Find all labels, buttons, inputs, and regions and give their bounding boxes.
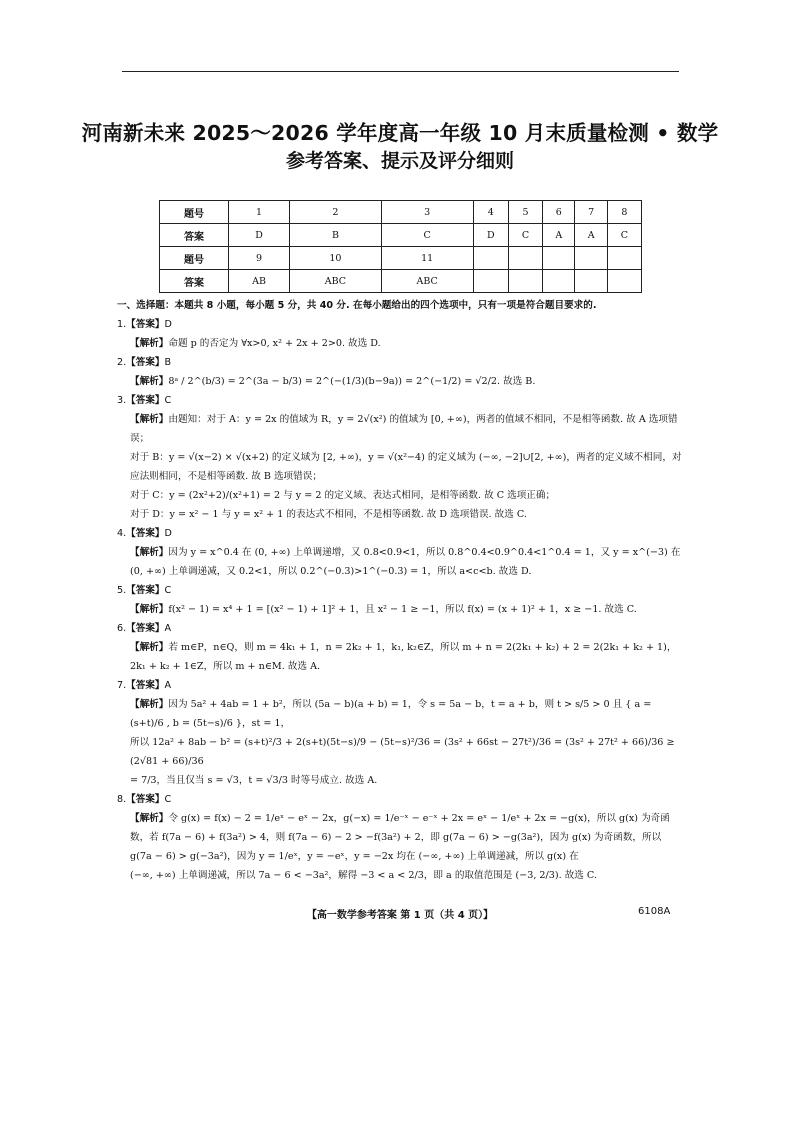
question-answer-line: [117, 581, 685, 600]
question-number: 6.: [117, 623, 127, 634]
analysis-tag: 【解析】: [130, 813, 169, 824]
analysis-tag: 【解析】: [130, 547, 169, 558]
question-answer: C: [164, 395, 172, 406]
top-rule: [122, 71, 679, 72]
analysis-paragraph: [117, 638, 685, 676]
answer-tag: 【答案】: [126, 319, 165, 330]
analysis-paragraph: [117, 809, 685, 866]
question-answer-line: [117, 391, 685, 410]
question-answer: D: [164, 528, 172, 539]
analysis-text: (−∞, +∞) 上单调递减，所以 7a − 6 < −3a²，解得 −3 < a < 2/3，即 a 的取值范围是 (−3, 2/3). 故选 C.: [130, 870, 597, 881]
question-answer: B: [164, 357, 172, 368]
answer-table-cell: 11: [381, 247, 473, 270]
answer-table-row: [160, 224, 642, 247]
answer-tag: 【答案】: [126, 680, 165, 691]
question-answer: D: [164, 319, 172, 330]
question-answer: A: [164, 680, 172, 691]
answer-table-cell: D: [229, 224, 290, 247]
answer-table-cell: 6: [543, 201, 575, 224]
analysis-text: 对于 D：y = x² − 1 与 y = x² + 1 的表达式不相同，不是相等函数. 故 D 选项错误. 故选 C.: [130, 509, 527, 520]
analysis-paragraph: [117, 410, 685, 448]
analysis-text: 因为 5a² + 4ab = 1 + b²，所以 (5a − b)(a + b) = 1，令 s = 5a − b，t = a + b，则 t > s/5 > 0 且 { a = (s+t)/6 , b = (5t−s)/6 }，st = 1，: [130, 699, 652, 729]
question-answer: C: [164, 794, 172, 805]
answer-table-cell: ABC: [290, 270, 382, 293]
question-answer-line: [117, 676, 685, 695]
answer-table-cell: [575, 270, 607, 293]
analysis-tag: 【解析】: [130, 604, 169, 615]
answer-table-cell: 8: [607, 201, 641, 224]
analysis-paragraph: [117, 334, 685, 353]
question-answer: A: [164, 623, 172, 634]
answer-tag: 【答案】: [126, 395, 165, 406]
answer-table-head: 答案: [160, 224, 229, 247]
analysis-paragraph: [117, 372, 685, 391]
analysis-text: 对于 B：y = √(x−2) × √(x+2) 的定义域为 [2, +∞)，y = √(x²−4) 的定义域为 (−∞, −2]∪[2, +∞)，两者的定义域不相同，对应法则相同，不是相等函数. 故 B 选项错误；: [130, 452, 682, 482]
answer-table-row: [160, 247, 642, 270]
answer-table-cell: 7: [575, 201, 607, 224]
answer-table-cell: AB: [229, 270, 290, 293]
analysis-text: 对于 C：y = (2x²+2)/(x²+1) = 2 与 y = 2 的定义域、表达式相同，是相等函数. 故 C 选项正确；: [130, 490, 556, 501]
answer-table: [159, 200, 642, 293]
analysis-text: 因为 y = x^0.4 在 (0, +∞) 上单调递增，又 0.8<0.9<1，所以 0.8^0.4<0.9^0.4<1^0.4 = 1，又 y = x^(−3) 在 (0, +∞) 上单调递减，又 0.2<1，所以 0.2^(−0.3)>1^(−0.3) = 1，所以 a<c<b. 故选 D.: [130, 547, 681, 577]
analysis-text: 由题知：对于 A：y = 2x 的值域为 R，y = 2√(x²) 的值域为 [0, +∞)，两者的值域不相同，不是相等函数. 故 A 选项错误；: [130, 414, 678, 444]
answer-table-cell: [607, 247, 641, 270]
question-answer-line: [117, 353, 685, 372]
answer-table-cell: B: [290, 224, 382, 247]
analysis-paragraph: [117, 771, 685, 790]
question-number: 4.: [117, 528, 127, 539]
answer-table-cell: 3: [381, 201, 473, 224]
analysis-text: 命题 p 的否定为 ∀x>0, x² + 2x + 2>0. 故选 D.: [168, 338, 381, 349]
question-number: 7.: [117, 680, 127, 691]
answer-table-cell: [509, 270, 543, 293]
answer-table-cell: A: [543, 224, 575, 247]
answer-table-cell: [543, 270, 575, 293]
answer-table-cell: 5: [509, 201, 543, 224]
footer-code: 6108A: [638, 906, 671, 917]
answer-table-head: 题号: [160, 247, 229, 270]
answer-table-head: 答案: [160, 270, 229, 293]
answer-table-cell: [607, 270, 641, 293]
answer-table-cell: D: [473, 224, 508, 247]
analysis-tag: 【解析】: [130, 376, 169, 387]
answer-table-cell: 2: [290, 201, 382, 224]
analysis-paragraph: [117, 733, 685, 771]
analysis-tag: 【解析】: [130, 414, 169, 425]
solutions-body: [117, 296, 685, 885]
answer-table-cell: [473, 247, 508, 270]
analysis-tag: 【解析】: [130, 699, 169, 710]
analysis-paragraph: [117, 866, 685, 885]
analysis-text: 8ᵃ / 2^(b/3) = 2^(3a − b/3) = 2^(−(1/3)(b−9a)) = 2^(−1/2) = √2/2. 故选 B.: [168, 376, 536, 387]
answer-table-row: [160, 270, 642, 293]
question-answer-line: [117, 619, 685, 638]
answer-table-cell: C: [381, 224, 473, 247]
section-heading-choice: 一、选择题：本题共 8 小题，每小题 5 分，共 40 分. 在每小题给出的四个选项中，只有一项是符合题目要求的.: [117, 300, 597, 311]
analysis-text: 令 g(x) = f(x) − 2 = 1/eˣ − eˣ − 2x，g(−x) = 1/e⁻ˣ − e⁻ˣ + 2x = eˣ − 1/eˣ + 2x = −g(x)，所以 g(x) 为奇函数，若 f(7a − 6) + f(3a²) > 4，则 f(7a − 6) − 2 > −f(3a²) + 2，即 g(7a − 6) > −g(3a²)，因为 g(x) 为奇函数，所以 g(7a − 6) > g(−3a²)，因为 y = 1/eˣ，y = −eˣ，y = −2x 均在 (−∞, +∞) 上单调递减，所以 g(x) 在: [130, 813, 670, 862]
page-subtitle: 参考答案、提示及评分细则: [285, 150, 514, 172]
answer-table-cell: [473, 270, 508, 293]
question-answer: C: [164, 585, 172, 596]
question-number: 5.: [117, 585, 127, 596]
analysis-paragraph: [117, 600, 685, 619]
answer-table-head: 题号: [160, 201, 229, 224]
answer-tag: 【答案】: [126, 585, 165, 596]
question-answer-line: [117, 315, 685, 334]
answer-table-cell: 1: [229, 201, 290, 224]
answer-tag: 【答案】: [126, 357, 165, 368]
analysis-text: 若 m∈P，n∈Q，则 m = 4k₁ + 1，n = 2k₂ + 1，k₁, k₂∈Z，所以 m + n = 2(2k₁ + k₂) + 2 = 2(2k₁ + k₂ + 1)，2k₁ + k₂ + 1∈Z，所以 m + n∈M. 故选 A.: [130, 642, 677, 672]
analysis-paragraph: [117, 543, 685, 581]
question-number: 2.: [117, 357, 127, 368]
answer-table-cell: C: [607, 224, 641, 247]
answer-table-cell: 10: [290, 247, 382, 270]
question-answer-line: [117, 790, 685, 809]
question-number: 8.: [117, 794, 127, 805]
question-number: 3.: [117, 395, 127, 406]
analysis-tag: 【解析】: [130, 642, 169, 653]
answer-table-cell: [509, 247, 543, 270]
answer-table-cell: [575, 247, 607, 270]
page-title: 河南新未来 2025～2026 学年度高一年级 10 月末质量检测 • 数学: [81, 121, 719, 145]
answer-table-cell: ABC: [381, 270, 473, 293]
answer-table-cell: [543, 247, 575, 270]
answer-table-row: [160, 201, 642, 224]
answer-table-cell: 4: [473, 201, 508, 224]
analysis-paragraph: [117, 695, 685, 733]
footer-page-info: 【高一数学参考答案 第 1 页（共 4 页）】: [306, 910, 494, 921]
analysis-paragraph: [117, 505, 685, 524]
analysis-paragraph: [117, 486, 685, 505]
analysis-tag: 【解析】: [130, 338, 169, 349]
analysis-text: = 7/3，当且仅当 s = √3，t = √3/3 时等号成立. 故选 A.: [130, 775, 378, 786]
answer-table-cell: 9: [229, 247, 290, 270]
question-number: 1.: [117, 319, 127, 330]
question-answer-line: [117, 524, 685, 543]
answer-table-cell: A: [575, 224, 607, 247]
analysis-paragraph: [117, 448, 685, 486]
analysis-text: 所以 12a² + 8ab − b² = (s+t)²/3 + 2(s+t)(5t−s)/9 − (5t−s)²/36 = (3s² + 66st − 27t²)/36 = (3s² + 27t² + 66)/36 ≥ (2√81 + 66)/36: [130, 737, 675, 767]
answer-tag: 【答案】: [126, 794, 165, 805]
answer-table-cell: C: [509, 224, 543, 247]
analysis-text: f(x² − 1) = x⁴ + 1 = [(x² − 1) + 1]² + 1，且 x² − 1 ≥ −1，所以 f(x) = (x + 1)² + 1，x ≥ −1. 故选 C.: [168, 604, 637, 615]
answer-tag: 【答案】: [126, 528, 165, 539]
answer-tag: 【答案】: [126, 623, 165, 634]
